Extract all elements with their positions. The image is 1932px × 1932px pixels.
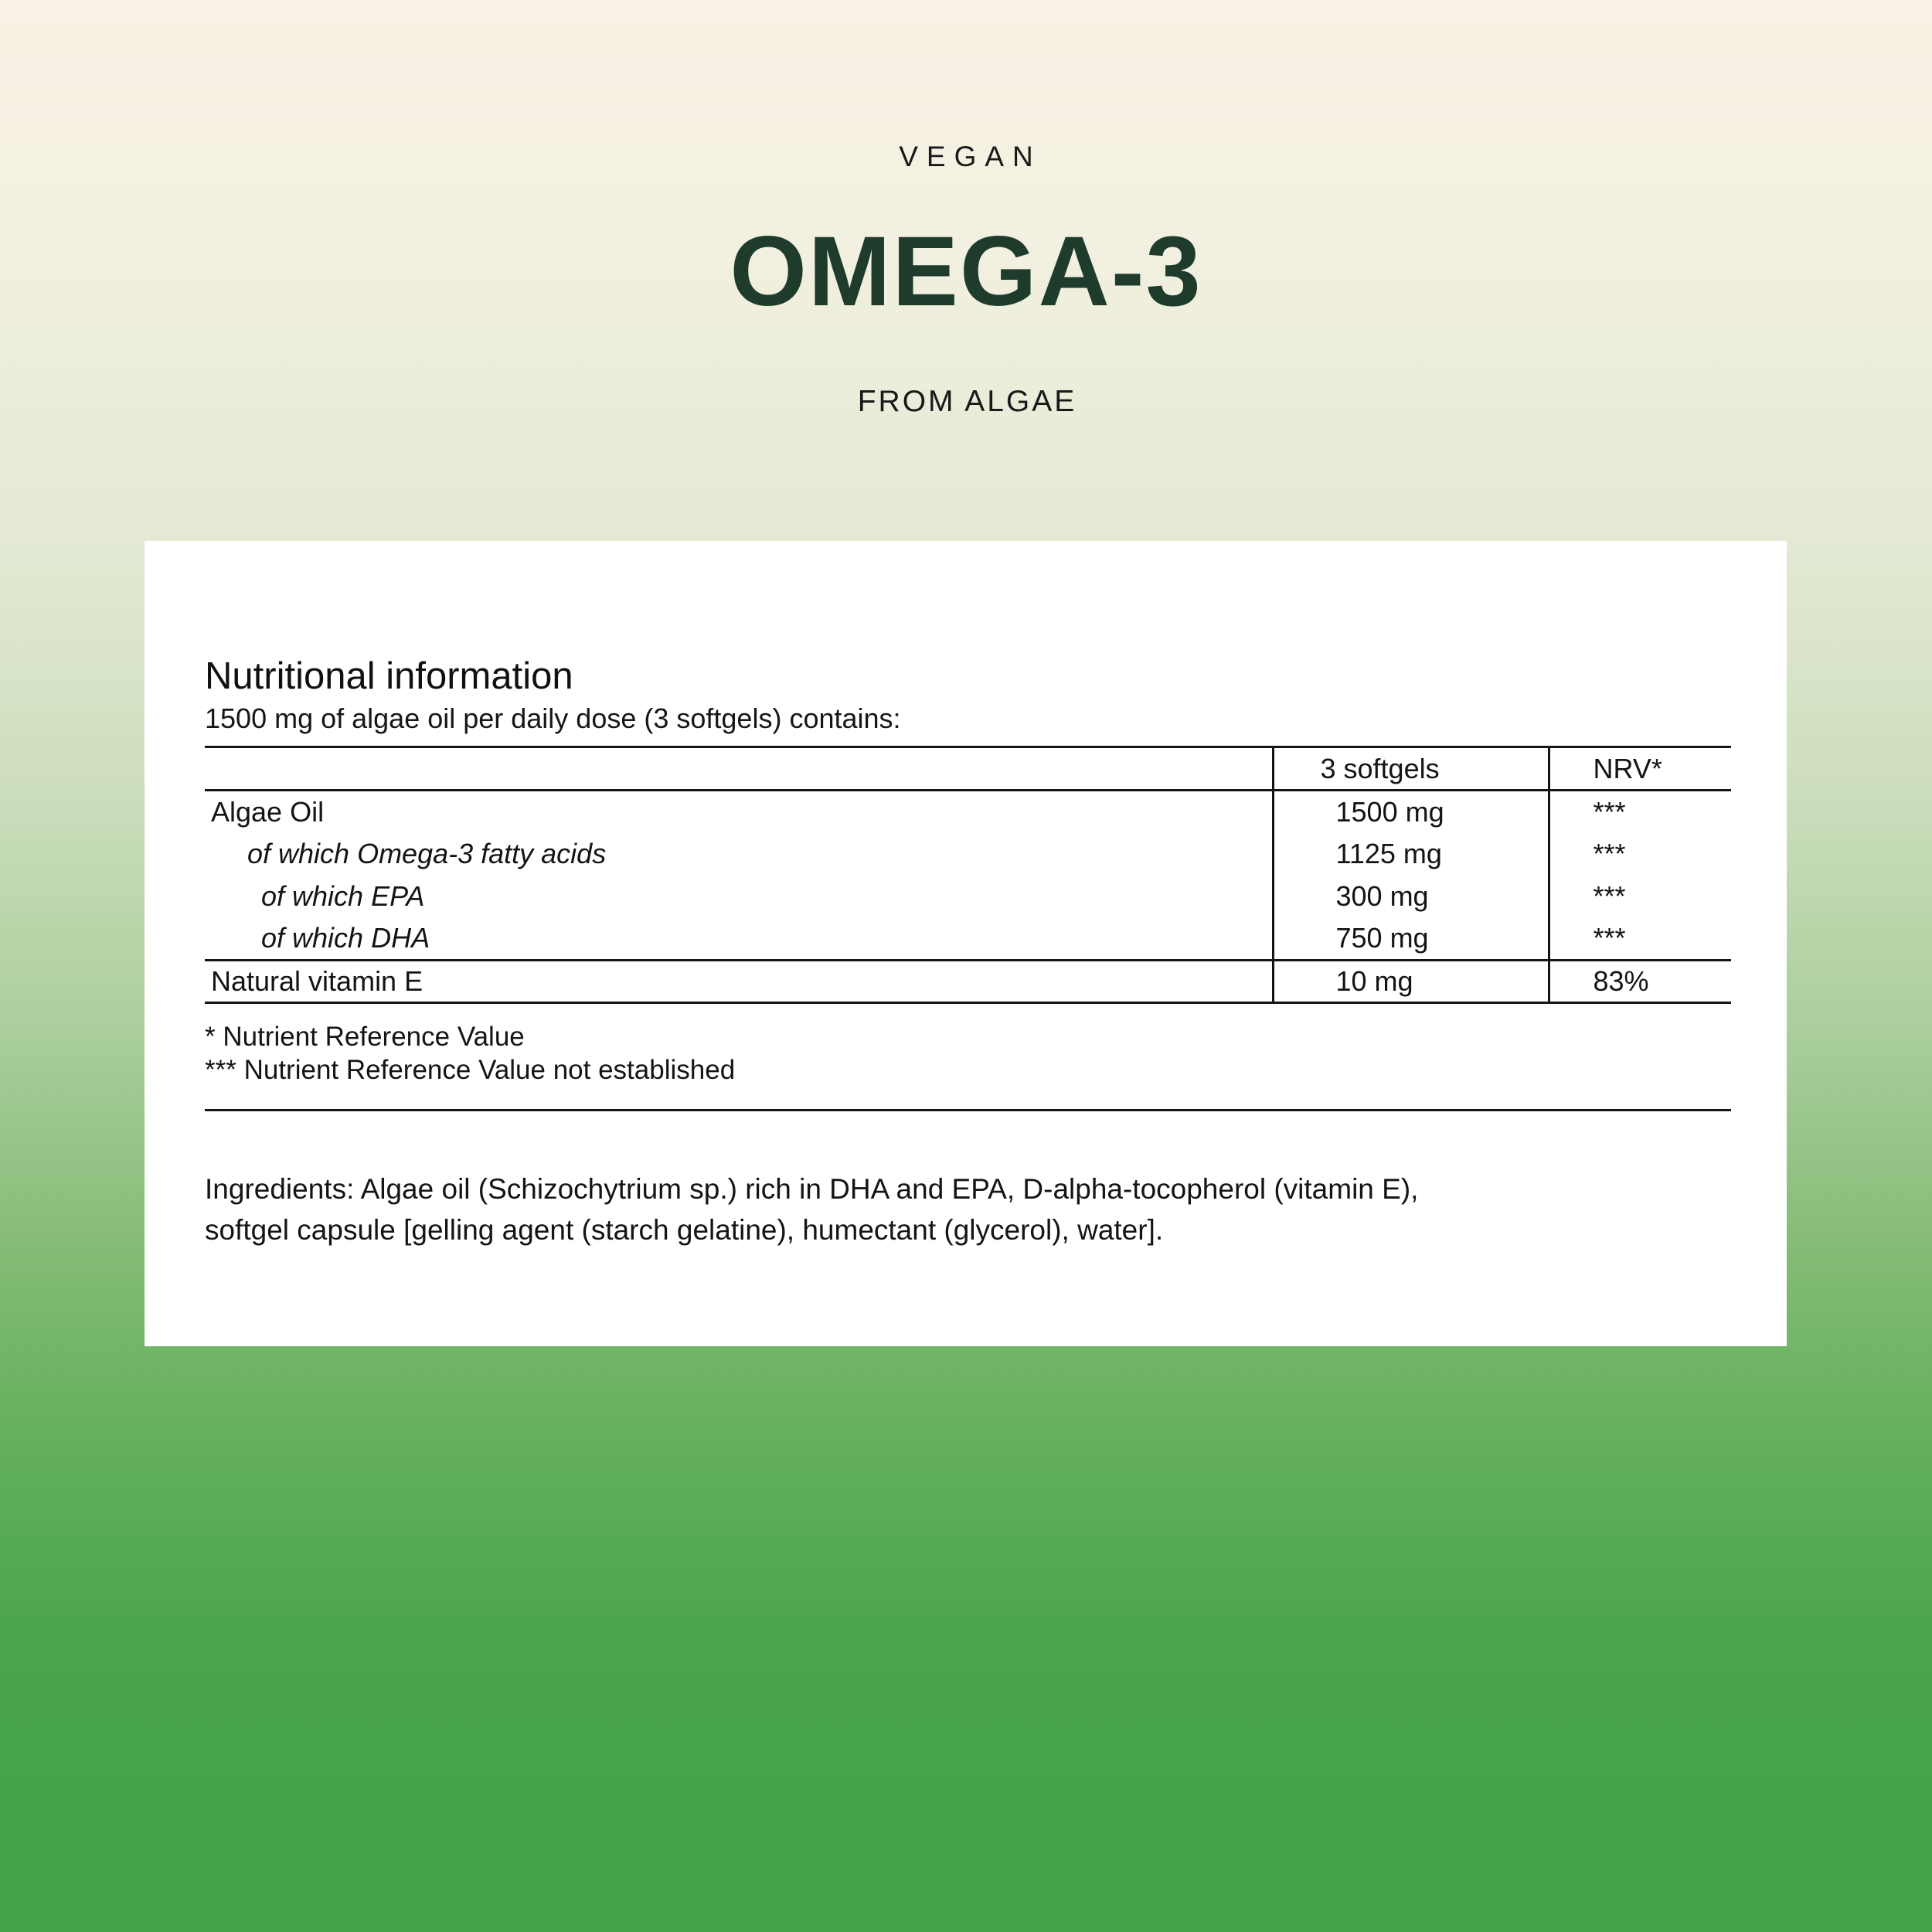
footnotes bbox=[205, 1020, 735, 1087]
row-epa bbox=[205, 876, 1731, 918]
dose-description: 1500 mg of algae oil per daily dose (3 softgels) contains: bbox=[205, 702, 901, 734]
nrv-value: *** bbox=[1549, 876, 1731, 918]
nutrient-label: of which DHA bbox=[261, 922, 430, 954]
nrv-value: *** bbox=[1549, 791, 1731, 833]
nrv-value: 83% bbox=[1549, 961, 1731, 1003]
column-header-nrv: NRV* bbox=[1549, 747, 1731, 791]
nutrient-label: Natural vitamin E bbox=[211, 965, 423, 997]
product-subtitle: FROM ALGAE bbox=[857, 385, 1077, 418]
row-omega3-fatty-acids bbox=[205, 833, 1731, 876]
amount-value: 300 mg bbox=[1273, 876, 1549, 918]
ingredients-text bbox=[205, 1168, 1743, 1250]
vegan-eyebrow: VEGAN bbox=[899, 141, 1042, 172]
nutrition-heading: Nutritional information bbox=[205, 655, 573, 697]
amount-value: 750 mg bbox=[1273, 918, 1549, 961]
column-header-softgels: 3 softgels bbox=[1273, 747, 1549, 791]
amount-value: 10 mg bbox=[1273, 961, 1549, 1003]
nutrient-label: Algae Oil bbox=[211, 795, 325, 828]
product-title: OMEGA-3 bbox=[730, 216, 1202, 327]
row-vitamin-e bbox=[205, 961, 1731, 1003]
ingredients-line-2: softgel capsule [gelling agent (starch gelatine), humectant (glycerol), water]. bbox=[205, 1214, 1164, 1246]
divider-line bbox=[205, 1109, 1731, 1111]
footnote-not-established: *** Nutrient Reference Value not established bbox=[205, 1055, 736, 1085]
row-algae-oil bbox=[205, 791, 1731, 833]
nrv-value: *** bbox=[1549, 918, 1731, 961]
table-header-row bbox=[205, 747, 1731, 791]
row-dha bbox=[205, 918, 1731, 961]
amount-value: 1125 mg bbox=[1273, 833, 1549, 876]
ingredients-line-1: Ingredients: Algae oil (Schizochytrium sp.) rich in DHA and EPA, D-alpha-tocopherol (vitamin E), bbox=[205, 1173, 1419, 1205]
nutrient-label: of which EPA bbox=[261, 880, 425, 912]
footnote-nrv: * Nutrient Reference Value bbox=[205, 1022, 525, 1052]
nutrition-panel bbox=[145, 541, 1787, 1346]
amount-value: 1500 mg bbox=[1273, 791, 1549, 833]
nrv-value: *** bbox=[1549, 833, 1731, 876]
nutrition-table bbox=[205, 746, 1731, 1004]
column-header-blank bbox=[205, 747, 1273, 791]
nutrient-label: of which Omega-3 fatty acids bbox=[247, 838, 607, 869]
